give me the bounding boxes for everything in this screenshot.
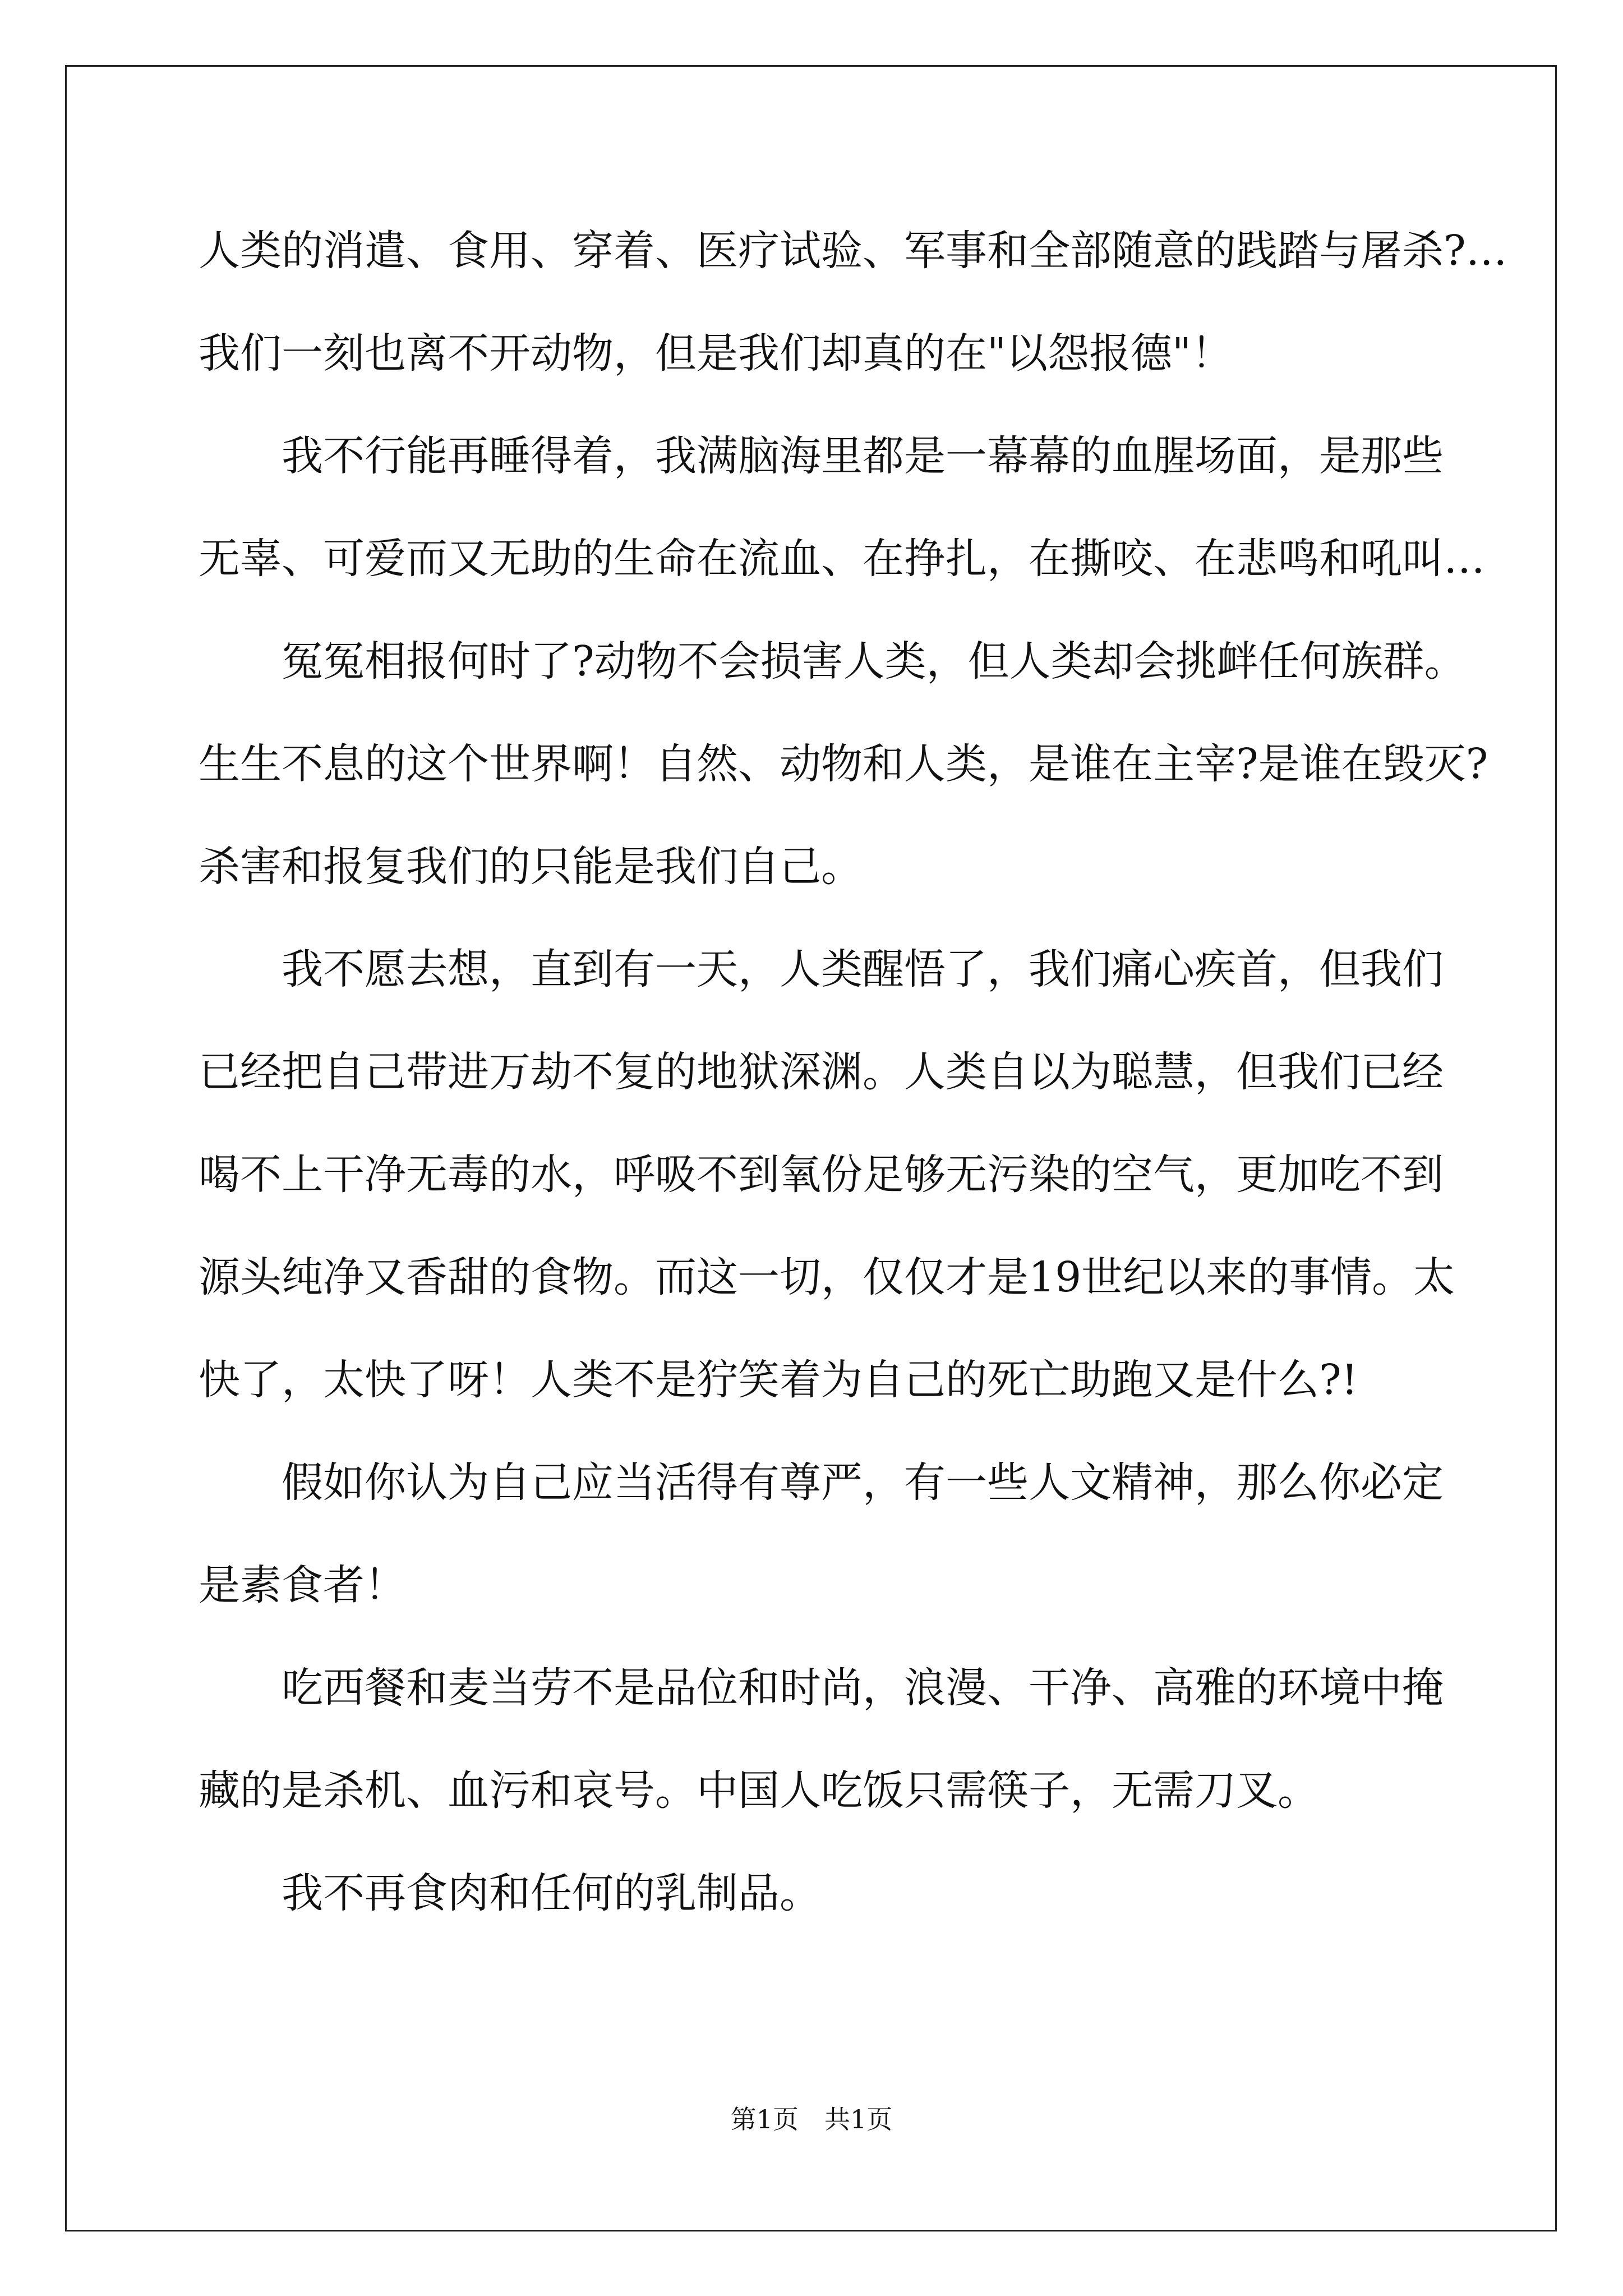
document-body <box>199 200 1507 1945</box>
text-line: 杀害和报复我们的只能是我们自己。 <box>199 843 863 891</box>
text-line: 我们一刻也离不开动物，但是我们却真的在"以怨报德"！ <box>199 329 1233 378</box>
text-line: 已经把自己带进万劫不复的地狱深渊。人类自以为聪慧，但我们已经 <box>199 1048 1444 1096</box>
text-line: 喝不上干净无毒的水，呼吸不到氧份足够无污染的空气，更加吃不到 <box>199 1151 1444 1199</box>
paragraph-start-line: 假如你认为自己应当活得有尊严，有一些人文精神，那么你必定 <box>282 1458 1444 1507</box>
text-line: 快了，太快了呀！人类不是狞笑着为自己的死亡助跑又是什么?! <box>199 1356 1358 1404</box>
paragraph-start-line: 我不再食肉和任何的乳制品。 <box>282 1869 821 1917</box>
text-line: 生生不息的这个世界啊！自然、动物和人类，是谁在主宰?是谁在毁灭? <box>199 740 1488 788</box>
text-line: 藏的是杀机、血污和哀号。中国人吃饭只需筷子，无需刀叉。 <box>199 1766 1319 1815</box>
text-line: 是素食者！ <box>199 1561 406 1609</box>
paragraph-start-line: 吃西餐和麦当劳不是品位和时尚，浪漫、干净、高雅的环境中掩 <box>282 1664 1444 1712</box>
text-line: 人类的消遣、食用、穿着、医疗试验、军事和全部随意的践踏与屠杀?… <box>199 227 1507 275</box>
paragraph-start-line: 冤冤相报何时了?动物不会损害人类，但人类却会挑衅任何族群。 <box>282 637 1466 685</box>
text-line: 无辜、可爱而又无助的生命在流血、在挣扎，在撕咬、在悲鸣和吼叫… <box>199 535 1485 583</box>
text-line: 源头纯净又香甜的食物。而这一切，仅仅才是19世纪以来的事情。太 <box>199 1253 1455 1301</box>
page-number-footer: 第1页 共1页 <box>730 2104 893 2134</box>
paragraph-start-line: 我不行能再睡得着，我满脑海里都是一幕幕的血腥场面，是那些 <box>282 432 1444 480</box>
paragraph-start-line: 我不愿去想，直到有一天，人类醒悟了，我们痛心疾首，但我们 <box>282 945 1444 993</box>
